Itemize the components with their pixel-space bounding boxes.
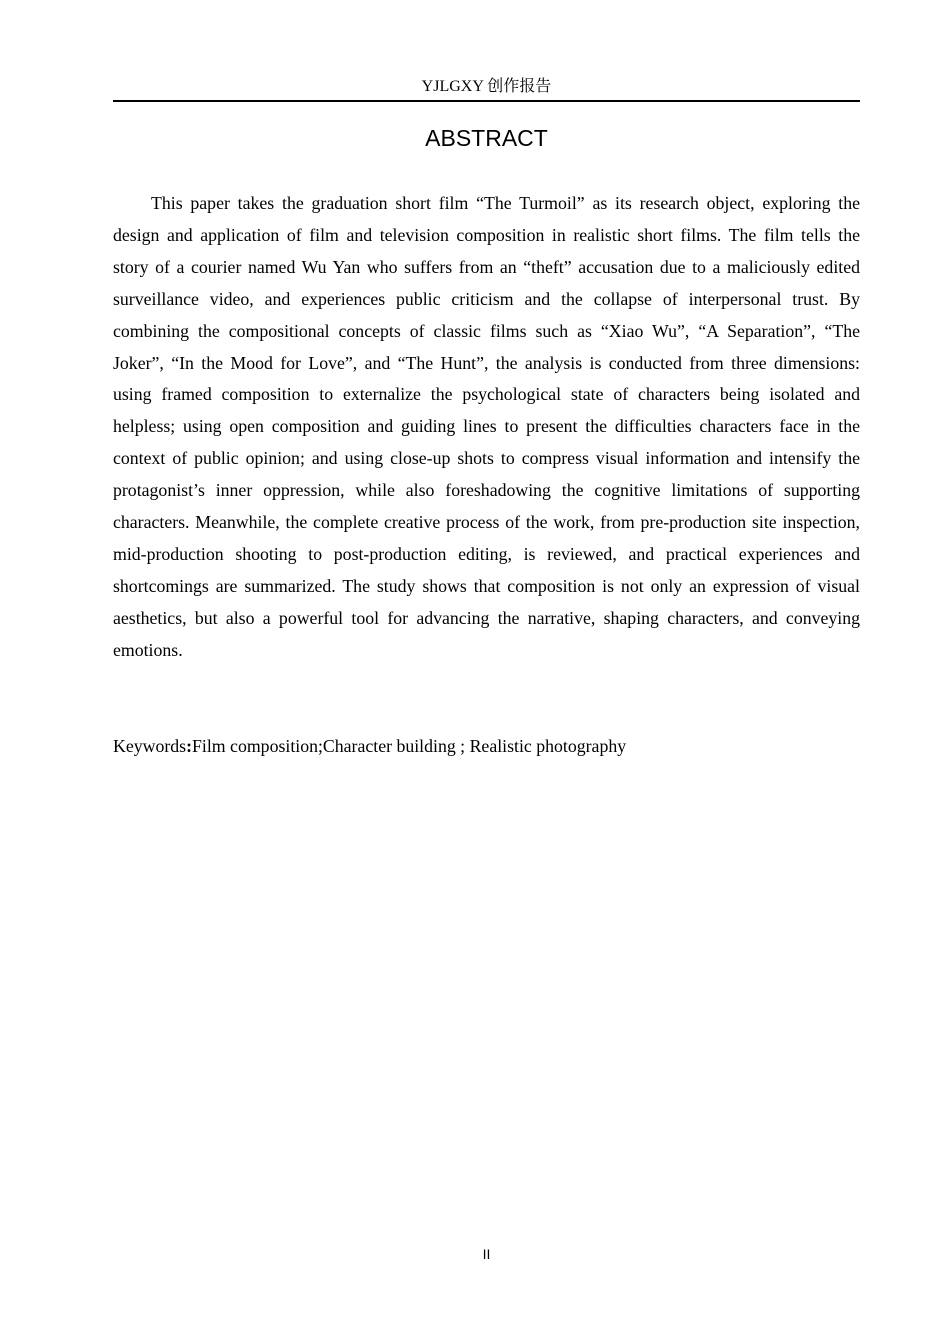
running-header: YJLGXY 创作报告 — [421, 78, 552, 95]
page-number: II — [482, 1246, 491, 1262]
header-divider — [113, 100, 860, 102]
keywords-line — [113, 731, 860, 762]
abstract-body: This paper takes the graduation short film “The Turmoil” as its research object, exploring the design and application of film and television composition in realistic short films. The film tells the story of a courier named Wu Yan who suffers from an “theft” accusation due to a maliciously edited surveillance video, and experiences public criticism and the collapse of interpersonal trust. By combining the compositional concepts of classic films such as “Xiao Wu”, “A Separation”, “The Joker”, “In the Mood for Love”, and “The Hunt”, the analysis is conducted from three dimensions: using framed composition to externalize the psychological state of characters being isolated and helpless; using open composition and guiding lines to present the difficulties characters face in the context of public opinion; and using close-up shots to compress visual information and intensify the protagonist’s inner oppression, while also foreshadowing the cognitive limitations of supporting characters. Meanwhile, the complete creative process of the work, from pre-production site inspection, mid-production shooting to post-production editing, is reviewed, and practical experiences and shortcomings are summarized. The study shows that composition is not only an expression of visual aesthetics, but also a powerful tool for advancing the narrative, shaping characters, and conveying emotions. — [113, 193, 860, 660]
keywords-label: Keywords — [113, 736, 187, 756]
abstract-title: ABSTRACT — [425, 125, 548, 151]
keywords-text: Film composition;Character building ; Realistic photography — [192, 736, 627, 756]
keywords-separator: : — [186, 736, 193, 756]
